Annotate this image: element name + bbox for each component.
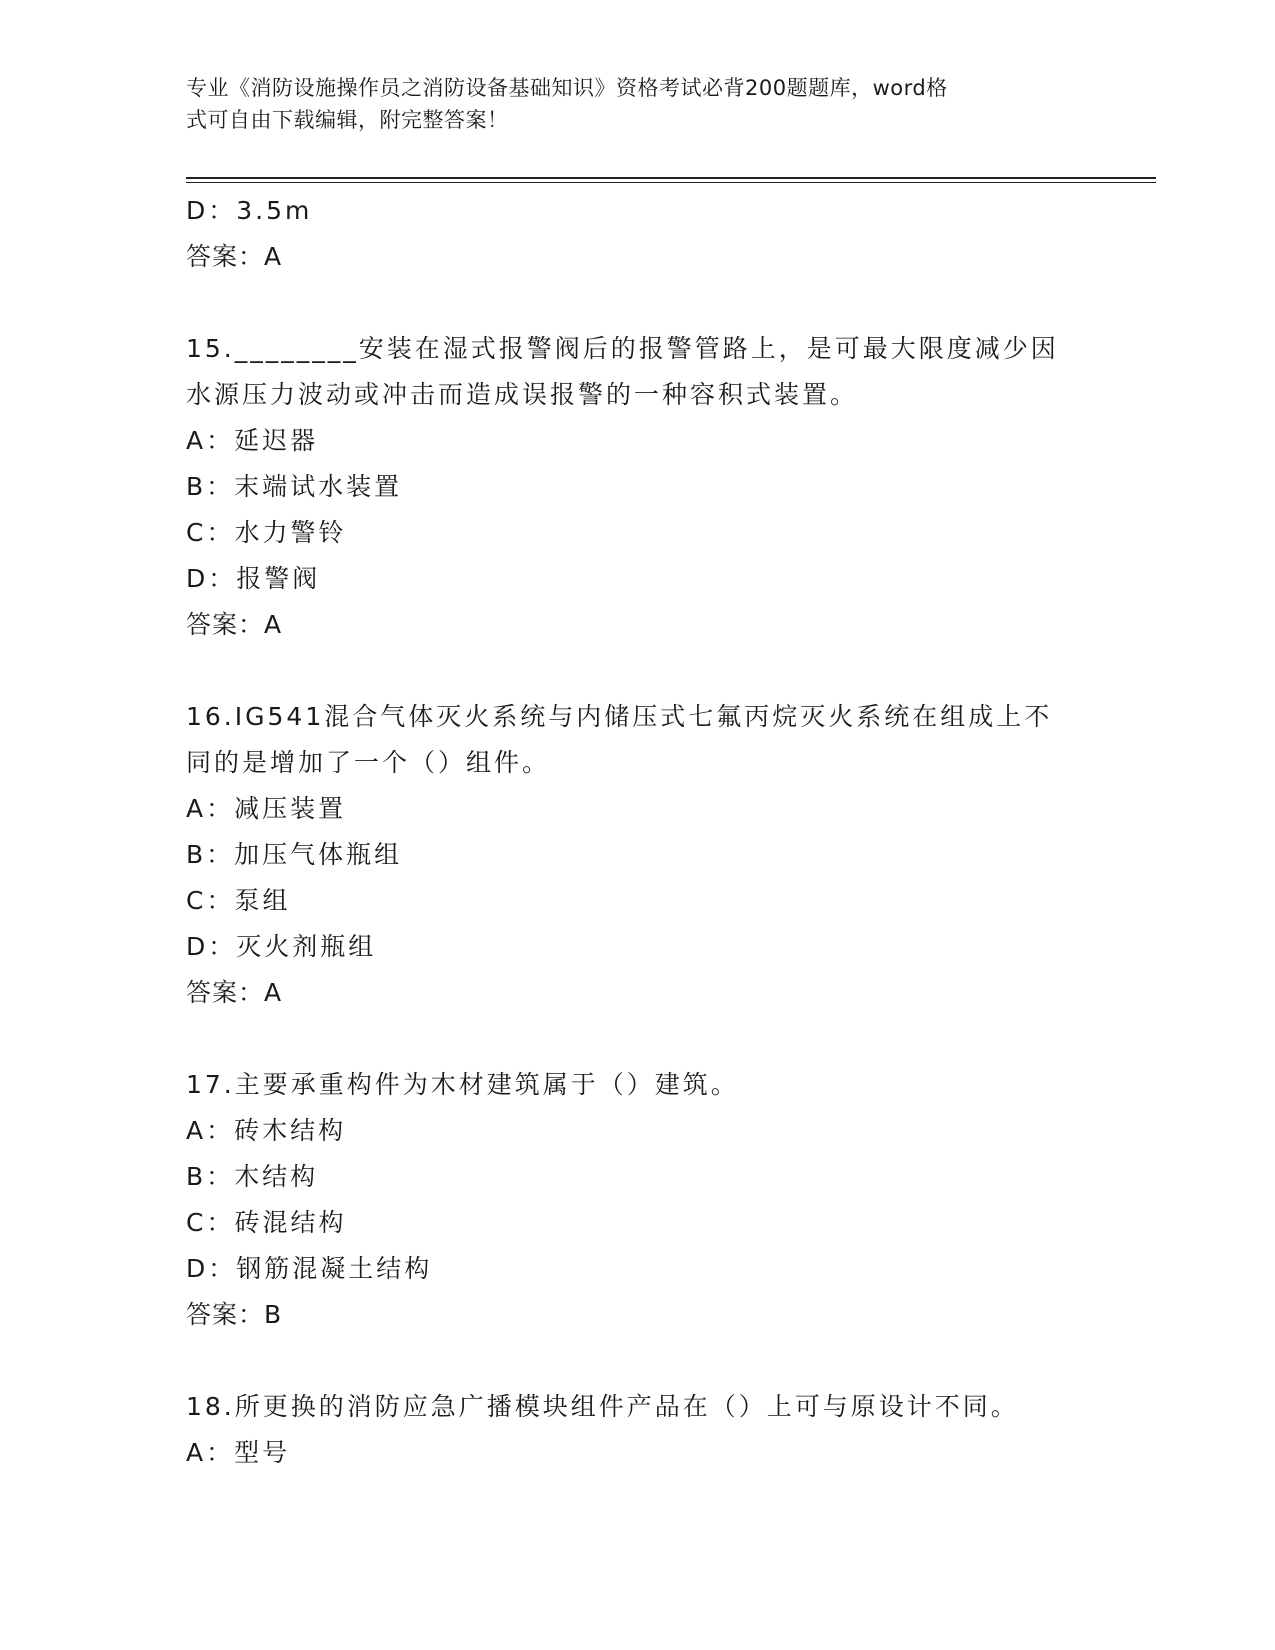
question-stem: 18.所更换的消防应急广播模块组件产品在（）上可与原设计不同。 [186, 1392, 1019, 1421]
option-a: A：延迟器 [186, 426, 319, 455]
question-18 [186, 1384, 1086, 1476]
spacer [186, 1338, 1086, 1384]
option-a: A：砖木结构 [186, 1116, 347, 1145]
option-a: A：减压装置 [186, 794, 347, 823]
prev-answer: 答案：A [186, 242, 283, 271]
question-17 [186, 1062, 1086, 1338]
answer: 答案：A [186, 978, 283, 1007]
header-divider-thin [186, 182, 1156, 183]
answer: 答案：A [186, 610, 283, 639]
question-15 [186, 326, 1086, 648]
question-stem: 16.IG541混合气体灭火系统与内储压式七氟丙烷灭火系统在组成上不 [186, 702, 1053, 731]
spacer [186, 280, 1086, 326]
question-16 [186, 694, 1086, 1016]
option-b: B：末端试水装置 [186, 472, 403, 501]
question-stem: 15.________安装在湿式报警阀后的报警管路上，是可最大限度减少因 [186, 334, 1059, 363]
option-d: D：钢筋混凝土结构 [186, 1254, 433, 1283]
header-divider-thick [186, 177, 1156, 179]
answer: 答案：B [186, 1300, 283, 1329]
option-b: B：加压气体瓶组 [186, 840, 403, 869]
question-stem-continued: 同的是增加了一个（）组件。 [186, 748, 551, 777]
option-c: C：泵组 [186, 886, 291, 915]
question-stem: 17.主要承重构件为木材建筑属于（）建筑。 [186, 1070, 739, 1099]
question-list [186, 188, 1086, 1476]
header-line-2: 式可自由下载编辑，附完整答案！ [186, 108, 509, 132]
option-c: C：砖混结构 [186, 1208, 347, 1237]
document-header [186, 72, 1066, 136]
option-d: D：报警阀 [186, 564, 321, 593]
option-d: D：灭火剂瓶组 [186, 932, 377, 961]
spacer [186, 648, 1086, 694]
option-c: C：水力警铃 [186, 518, 347, 547]
prev-option-d: D：3.5m [186, 196, 313, 225]
spacer [186, 1016, 1086, 1062]
question-stem-continued: 水源压力波动或冲击而造成误报警的一种容积式装置。 [186, 380, 859, 409]
option-a: A：型号 [186, 1438, 291, 1467]
option-b: B：木结构 [186, 1162, 319, 1191]
header-line-1: 专业《消防设施操作员之消防设备基础知识》资格考试必背200题题库，word格 [186, 76, 948, 100]
